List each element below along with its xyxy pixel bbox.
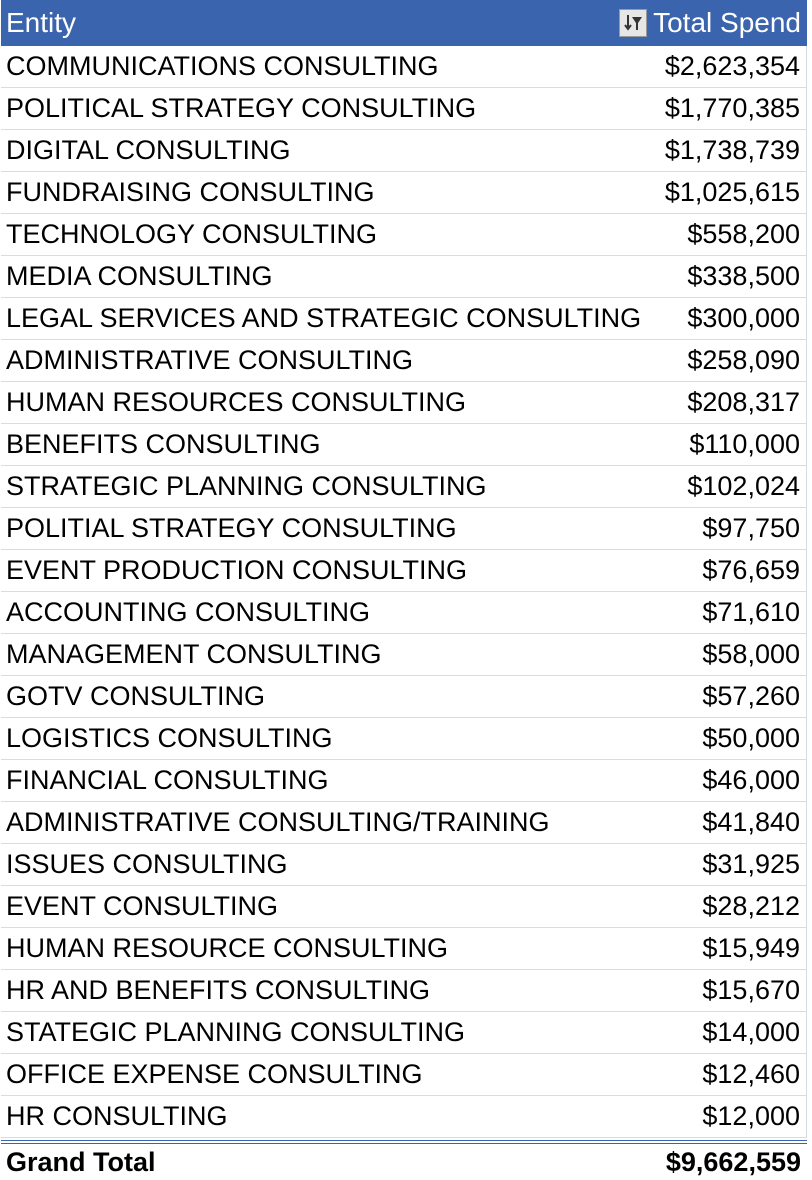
pivot-table (1, 0, 807, 1176)
spend-cell: $76,659 (702, 555, 800, 585)
spend-cell: $1,770,385 (664, 93, 800, 123)
entity-cell: HUMAN RESOURCE CONSULTING (6, 933, 449, 963)
entity-cell: ADMINISTRATIVE CONSULTING (6, 345, 414, 375)
table-row[interactable] (1, 592, 806, 634)
spend-cell: $41,840 (702, 807, 800, 837)
spend-cell: $12,000 (702, 1101, 800, 1131)
table-row[interactable] (1, 802, 806, 844)
entity-cell: OFFICE EXPENSE CONSULTING (6, 1059, 423, 1089)
table-row[interactable] (1, 928, 806, 970)
entity-cell: HR AND BENEFITS CONSULTING (6, 975, 431, 1005)
entity-cell: HUMAN RESOURCES CONSULTING (6, 387, 467, 417)
table-row[interactable] (1, 382, 806, 424)
table-row[interactable] (1, 676, 806, 718)
entity-cell: HR CONSULTING (6, 1101, 228, 1131)
table-row[interactable] (1, 1012, 806, 1054)
pivot-rows (1, 46, 807, 1138)
spend-cell: $31,925 (702, 849, 800, 879)
spend-cell: $102,024 (687, 471, 800, 501)
spend-cell: $1,025,615 (664, 177, 800, 207)
spend-cell: $71,610 (702, 597, 800, 627)
spend-cell: $46,000 (702, 765, 800, 795)
entity-cell: LEGAL SERVICES AND STRATEGIC CONSULTING (6, 303, 642, 333)
entity-cell: POLITIAL STRATEGY CONSULTING (6, 513, 457, 543)
entity-cell: EVENT PRODUCTION CONSULTING (6, 555, 468, 585)
entity-cell: COMMUNICATIONS CONSULTING (6, 51, 439, 81)
table-row[interactable] (1, 970, 806, 1012)
table-row[interactable] (1, 466, 806, 508)
spend-cell: $50,000 (702, 723, 800, 753)
table-row[interactable] (1, 340, 806, 382)
spend-cell: $300,000 (687, 303, 800, 333)
entity-cell: STRATEGIC PLANNING CONSULTING (6, 471, 487, 501)
spend-cell: $15,670 (702, 975, 800, 1005)
entity-column-header[interactable]: Entity (6, 7, 77, 38)
entity-cell: POLITICAL STRATEGY CONSULTING (6, 93, 477, 123)
entity-cell: BENEFITS CONSULTING (6, 429, 321, 459)
entity-cell: TECHNOLOGY CONSULTING (6, 219, 378, 249)
spend-cell: $14,000 (702, 1017, 800, 1047)
grand-total-value: $9,662,559 (665, 1146, 801, 1177)
spend-cell: $208,317 (687, 387, 800, 417)
entity-cell: LOGISTICS CONSULTING (6, 723, 333, 753)
table-row[interactable] (1, 886, 806, 928)
entity-cell: ACCOUNTING CONSULTING (6, 597, 371, 627)
grand-total-row[interactable] (1, 1140, 807, 1180)
table-row[interactable] (1, 256, 806, 298)
grand-total-label: Grand Total (6, 1146, 156, 1177)
entity-cell: EVENT CONSULTING (6, 891, 279, 921)
total-spend-column-header[interactable] (619, 7, 801, 39)
spend-cell: $58,000 (702, 639, 800, 669)
entity-cell: DIGITAL CONSULTING (6, 135, 291, 165)
table-row[interactable] (1, 844, 806, 886)
table-row[interactable] (1, 550, 806, 592)
entity-cell: ADMINISTRATIVE CONSULTING/TRAINING (6, 807, 550, 837)
pivot-header-row (1, 0, 807, 46)
spend-cell: $558,200 (687, 219, 800, 249)
spend-cell: $28,212 (702, 891, 800, 921)
spend-cell: $97,750 (702, 513, 800, 543)
entity-cell: FUNDRAISING CONSULTING (6, 177, 375, 207)
entity-cell: FINANCIAL CONSULTING (6, 765, 329, 795)
spend-cell: $258,090 (687, 345, 800, 375)
table-row[interactable] (1, 1096, 806, 1138)
spend-cell: $12,460 (702, 1059, 800, 1089)
entity-cell: MANAGEMENT CONSULTING (6, 639, 382, 669)
table-row[interactable] (1, 130, 806, 172)
sort-filter-icon[interactable] (619, 9, 647, 37)
entity-cell: ISSUES CONSULTING (6, 849, 288, 879)
spend-cell: $57,260 (702, 681, 800, 711)
total-spend-label: Total Spend (653, 7, 801, 38)
table-row[interactable] (1, 718, 806, 760)
table-row[interactable] (1, 298, 806, 340)
entity-cell: MEDIA CONSULTING (6, 261, 273, 291)
spend-cell: $2,623,354 (664, 51, 800, 81)
table-row[interactable] (1, 760, 806, 802)
spend-cell: $1,738,739 (664, 135, 800, 165)
table-row[interactable] (1, 424, 806, 466)
entity-cell: STATEGIC PLANNING CONSULTING (6, 1017, 466, 1047)
table-row[interactable] (1, 172, 806, 214)
table-row[interactable] (1, 1054, 806, 1096)
spend-cell: $110,000 (689, 429, 800, 459)
spend-cell: $338,500 (687, 261, 800, 291)
entity-cell: GOTV CONSULTING (6, 681, 266, 711)
table-row[interactable] (1, 46, 806, 88)
table-row[interactable] (1, 214, 806, 256)
table-row[interactable] (1, 88, 806, 130)
table-row[interactable] (1, 634, 806, 676)
spend-cell: $15,949 (702, 933, 800, 963)
table-row[interactable] (1, 508, 806, 550)
